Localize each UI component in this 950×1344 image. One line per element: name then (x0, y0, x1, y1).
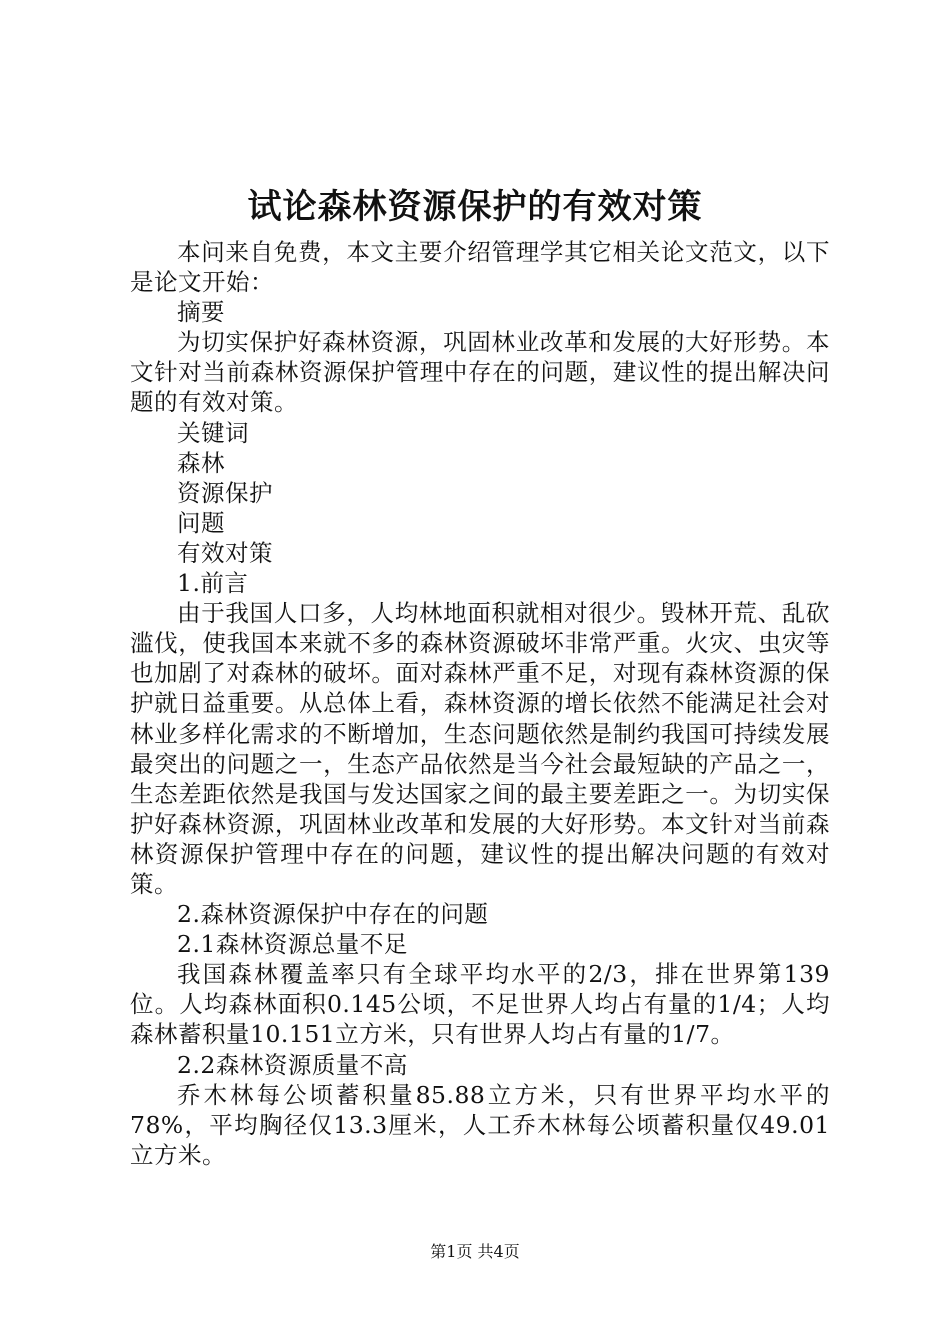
keyword-item: 有效对策 (177, 538, 273, 567)
keyword-item: 资源保护 (177, 478, 273, 507)
paragraph-quantity: 我国森林覆盖率只有全球平均水平的2/3，排在世界第139位。人均森林面积0.145公顷，不足世界人均占有量的1/4；人均森林蓄积量10.151立方米，只有世界人均占有量的1/7。 (130, 960, 830, 1049)
keyword-item: 问题 (177, 508, 225, 537)
subsection-heading-quality: 2.2森林资源质量不高 (177, 1050, 408, 1079)
paragraph-preface: 由于我国人口多，人均林地面积就相对很少。毁林开荒、乱砍滥伐，使我国本来就不多的森林资源破坏非常严重。火灾、虫灾等也加剧了对森林的破坏。面对森林严重不足，对现有森林资源的保护就日益重要。从总体上看，森林资源的增长依然不能满足社会对林业多样化需求的不断增加，生态问题依然是制约我国可持续发展最突出的问题之一，生态产品依然是当今社会最短缺的产品之一，生态差距依然是我国与发达国家之间的最主要差距之一。为切实保护好森林资源，巩固林业改革和发展的大好形势。本文针对当前森林资源保护管理中存在的问题，建议性的提出解决问题的有效对策。 (130, 599, 830, 898)
page-footer: 第1页 共4页 (430, 1242, 520, 1261)
paragraph-quality: 乔木林每公顷蓄积量85.88立方米，只有世界平均水平的78%，平均胸径仅13.3厘米，人工乔木林每公顷蓄积量仅49.01立方米。 (130, 1080, 830, 1169)
heading-abstract: 摘要 (177, 298, 225, 327)
heading-keywords: 关键词 (177, 418, 249, 447)
paragraph-intro: 本问来自免费，本文主要介绍管理学其它相关论文范文，以下是论文开始： (130, 238, 830, 297)
section-heading-problems: 2.森林资源保护中存在的问题 (177, 900, 489, 929)
paragraph-abstract: 为切实保护好森林资源，巩固林业改革和发展的大好形势。本文针对当前森林资源保护管理中存在的问题，建议性的提出解决问题的有效对策。 (130, 328, 830, 417)
keyword-item: 森林 (177, 448, 225, 477)
subsection-heading-quantity: 2.1森林资源总量不足 (177, 930, 408, 959)
section-heading-preface: 1.前言 (177, 569, 249, 598)
document-body (130, 237, 830, 1170)
document-title: 试论森林资源保护的有效对策 (247, 187, 703, 227)
